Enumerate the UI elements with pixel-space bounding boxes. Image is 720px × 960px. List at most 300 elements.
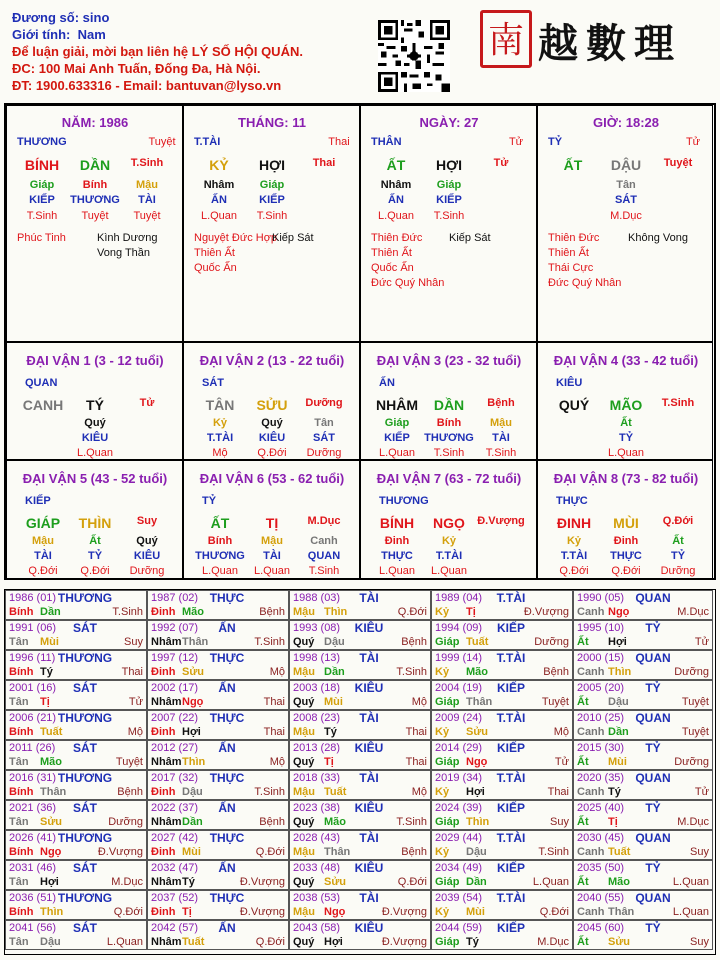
year-cell (431, 680, 573, 710)
year-stem: Canh (577, 666, 605, 678)
hidden-stem: Mậu (32, 535, 54, 547)
year-stem: Đinh (151, 606, 176, 618)
year-cell (289, 890, 431, 920)
year-cell (573, 770, 713, 800)
year-label: 2006 (21) (9, 712, 57, 724)
pillar-branch-stage: T.Sinh (130, 157, 164, 169)
hidden-stage: L.Quan (253, 565, 291, 577)
hidden-ten-god: T.TÀI (560, 550, 588, 562)
year-stem: Tân (9, 936, 29, 948)
year-stem: Quý (293, 696, 315, 708)
star-left: Thiên Đức (371, 232, 423, 244)
year-branch: Thân (324, 846, 351, 858)
year-branch: Ngọ (40, 846, 62, 858)
hidden-stage: Tuyệt (81, 210, 109, 222)
year-branch: Ngọ (182, 696, 204, 708)
year-stage: Mộ (127, 726, 143, 738)
year-label: 2025 (40) (577, 802, 625, 814)
header-info (12, 9, 303, 94)
year-ten-god: SÁT (73, 741, 97, 755)
pillar-branch: HỢI (259, 157, 285, 173)
year-ten-god: ẤN (218, 681, 236, 695)
year-stage: Thai (263, 726, 285, 738)
main-chart-grid (4, 103, 716, 580)
year-stem: Giáp (435, 936, 460, 948)
pillar-stem: ẤT (563, 157, 583, 173)
dai-van-cell (183, 342, 360, 460)
pillar-stem: ẤT (386, 157, 406, 173)
dai-van-title: ĐẠI VẬN 4 (33 - 42 tuổi) (553, 353, 699, 368)
year-stem: Canh (577, 846, 605, 858)
hidden-ten-god: KIẾP (259, 194, 285, 206)
year-ten-god: TÀI (359, 831, 379, 845)
year-stem: Kỷ (435, 666, 450, 678)
year-branch: Mùi (608, 756, 627, 768)
year-stage: T.Sinh (396, 816, 427, 828)
pillar-cell (360, 105, 537, 342)
year-cell (5, 650, 147, 680)
star-left: Nguyệt Đức Hợp (194, 232, 278, 244)
year-label: 1989 (04) (435, 592, 483, 604)
logo-text: 越數理 (538, 20, 682, 67)
hidden-stage: T.Sinh (26, 210, 58, 222)
dai-van-title: ĐẠI VẬN 6 (53 - 62 tuổi) (199, 471, 345, 486)
year-label: 2030 (45) (577, 832, 625, 844)
hidden-stem: Quý (84, 417, 106, 429)
year-ten-god: THỰC (209, 771, 245, 785)
year-stage: Tử (694, 786, 709, 798)
year-cell (573, 920, 713, 950)
owner-value: sino (82, 10, 110, 25)
pillar-ten-god: T.TÀI (194, 136, 221, 148)
hidden-stem: Bính (82, 179, 108, 191)
hidden-stem: Mậu (261, 535, 283, 547)
year-stage: Mộ (411, 786, 427, 798)
hidden-stage: Q.Đới (80, 565, 110, 577)
year-label: 1988 (03) (293, 592, 341, 604)
year-cell (431, 770, 573, 800)
dai-van-branch: NGỌ (433, 515, 465, 531)
hidden-stage: L.Quan (378, 565, 416, 577)
year-label: 2040 (55) (577, 892, 625, 904)
year-cell (573, 830, 713, 860)
year-branch: Dậu (40, 936, 61, 948)
year-label: 1993 (08) (293, 622, 341, 634)
star-left: Phúc Tinh (17, 232, 66, 244)
year-branch: Thìn (466, 816, 490, 828)
dai-van-ten-god: ẤN (379, 377, 395, 389)
year-label: 2020 (35) (577, 772, 625, 784)
dai-van-branch: SỬU (256, 397, 288, 413)
year-branch: Ngọ (324, 906, 346, 918)
year-branch: Hợi (466, 786, 485, 798)
pillar-cell (537, 105, 713, 342)
hidden-stage: T.Sinh (308, 565, 340, 577)
hidden-ten-god: TỶ (87, 550, 103, 562)
star-left: Thiên Ất (194, 247, 235, 259)
star-right: Vong Thần (97, 247, 151, 259)
year-stem: Mậu (293, 726, 315, 738)
year-ten-god: KIÊU (354, 861, 384, 875)
dai-van-cell (6, 460, 183, 580)
year-ten-god: THỰC (209, 831, 245, 845)
year-ten-god: KIẾP (496, 741, 526, 755)
year-ten-god: KIẾP (496, 921, 526, 935)
hidden-stem: Mậu (136, 179, 158, 191)
hidden-stem: Giáp (384, 417, 410, 429)
year-label: 2035 (50) (577, 862, 625, 874)
year-label: 2008 (23) (293, 712, 341, 724)
year-label: 2043 (58) (293, 922, 341, 934)
year-stem: Giáp (435, 876, 460, 888)
star-left: Thiên Đức (548, 232, 600, 244)
year-stage: Thai (121, 666, 143, 678)
year-stage: Tử (554, 756, 569, 768)
star-right: Kình Dương (97, 232, 158, 244)
year-label: 1994 (09) (435, 622, 483, 634)
year-stem: Nhâm (151, 816, 182, 828)
year-stage: Suy (124, 636, 143, 648)
year-cell (147, 620, 289, 650)
year-cell (289, 740, 431, 770)
year-stage: L.Quan (106, 936, 143, 948)
year-branch: Mùi (182, 846, 201, 858)
hidden-stem: Bính (436, 417, 462, 429)
pillar-title: NĂM: 1986 (61, 115, 129, 130)
hidden-ten-god: TỶ (618, 432, 634, 444)
pillar-cell (6, 105, 183, 342)
year-branch: Dần (324, 666, 345, 678)
hidden-stage: Dưỡng (660, 565, 696, 577)
year-ten-god: QUAN (635, 771, 671, 785)
year-cell (5, 890, 147, 920)
year-stage: Q.Đới (255, 846, 285, 858)
hidden-stem: Giáp (436, 179, 462, 191)
year-branch: Thìn (608, 666, 632, 678)
year-stage: M.Dục (677, 816, 709, 828)
year-label: 2014 (29) (435, 742, 483, 754)
year-stem: Tân (9, 696, 29, 708)
year-stem: Mậu (293, 666, 315, 678)
year-stem: Canh (577, 606, 605, 618)
dai-van-stage: Tử (139, 397, 155, 409)
year-stage: Bệnh (259, 816, 285, 828)
year-label: 2000 (15) (577, 652, 625, 664)
hidden-ten-god: THƯƠNG (195, 550, 245, 562)
hidden-stage: L.Quan (200, 210, 238, 222)
year-branch: Mão (324, 816, 346, 828)
hidden-stage: Q.Đới (28, 565, 58, 577)
hidden-ten-god: TỶ (670, 550, 686, 562)
year-cell (289, 650, 431, 680)
star-left: Quốc Ấn (194, 262, 237, 274)
hidden-stage: Q.Đới (611, 565, 641, 577)
year-stage: Thai (405, 756, 427, 768)
dai-van-stage: Q.Đới (662, 515, 694, 527)
year-cell (289, 710, 431, 740)
year-cell (289, 770, 431, 800)
star-right: Không Vong (628, 232, 688, 244)
year-branch: Sửu (324, 876, 347, 888)
year-branch: Mùi (324, 696, 343, 708)
year-branch: Tý (40, 666, 53, 678)
year-ten-god: TỶ (645, 801, 661, 815)
dai-van-ten-god: TỶ (202, 495, 217, 507)
year-branch: Sửu (466, 726, 489, 738)
phone-email-line: ĐT: 1900.633316 - Email: bantuvan@lyso.vn (12, 78, 282, 93)
year-stage: Tuyệt (541, 696, 569, 708)
dai-van-branch: DẦN (433, 397, 465, 413)
star-left: Đức Quý Nhân (548, 277, 622, 289)
year-stem: Đinh (151, 666, 176, 678)
dai-van-title: ĐẠI VẬN 3 (23 - 32 tuổi) (376, 353, 522, 368)
dai-van-branch: MÃO (609, 397, 643, 413)
year-stem: Kỷ (435, 606, 450, 618)
year-ten-god: ẤN (218, 621, 236, 635)
year-cell (147, 710, 289, 740)
hidden-stage: L.Quan (430, 565, 468, 577)
dai-van-stem: ĐINH (556, 515, 592, 531)
hidden-ten-god: KIÊU (258, 432, 286, 444)
year-stage: Bệnh (543, 666, 569, 678)
year-label: 2041 (56) (9, 922, 57, 934)
year-stem: Ất (577, 936, 589, 948)
dai-van-title: ĐẠI VẬN 5 (43 - 52 tuổi) (22, 471, 168, 486)
year-ten-god: QUAN (635, 651, 671, 665)
star-left: Đức Quý Nhân (371, 277, 445, 289)
year-stem: Quý (293, 936, 315, 948)
year-stem: Mậu (293, 606, 315, 618)
year-branch: Tý (182, 876, 195, 888)
year-cell (5, 920, 147, 950)
year-branch: Tuất (324, 786, 347, 798)
hidden-stage: L.Quan (201, 565, 239, 577)
year-stem: Tân (9, 876, 29, 888)
year-ten-god: THƯƠNG (57, 771, 113, 785)
year-label: 2037 (52) (151, 892, 199, 904)
year-branch: Tuất (466, 636, 489, 648)
year-branch: Dậu (182, 786, 203, 798)
year-cell (573, 740, 713, 770)
year-stage: Bệnh (117, 786, 143, 798)
year-ten-god: KIÊU (354, 621, 384, 635)
year-stage: Q.Đới (255, 936, 285, 948)
address-line: ĐC: 100 Mai Anh Tuấn, Đống Đa, Hà Nội. (12, 61, 261, 76)
year-branch: Tị (182, 906, 192, 918)
year-stem: Nhâm (151, 756, 182, 768)
year-ten-god: THƯƠNG (57, 711, 113, 725)
year-stage: Thai (405, 726, 427, 738)
year-branch: Tý (324, 726, 337, 738)
year-label: 2010 (25) (577, 712, 625, 724)
year-cell (573, 860, 713, 890)
year-stem: Đinh (151, 906, 176, 918)
year-label: 2028 (43) (293, 832, 341, 844)
hidden-ten-god: ẤN (211, 194, 227, 206)
hidden-ten-god: QUAN (307, 550, 341, 562)
pillar-stem: KỶ (209, 157, 229, 173)
year-label: 1996 (11) (9, 652, 56, 664)
year-ten-god: THỰC (209, 711, 245, 725)
year-label: 1986 (01) (9, 592, 57, 604)
pillar-stage: Thai (328, 136, 350, 148)
hidden-ten-god: THƯƠNG (70, 194, 120, 206)
year-stem: Quý (293, 636, 315, 648)
year-branch: Ngọ (608, 606, 630, 618)
year-label: 2036 (51) (9, 892, 57, 904)
dai-van-branch: TÝ (86, 397, 104, 413)
year-cell (5, 680, 147, 710)
year-stage: T.Sinh (112, 606, 143, 618)
year-ten-god: KIẾP (496, 681, 526, 695)
year-branch: Mão (40, 756, 62, 768)
year-ten-god: TỶ (645, 681, 661, 695)
dai-van-stage: M.Dục (307, 515, 341, 527)
year-ten-god: T.TÀI (496, 831, 526, 845)
year-branch: Tị (466, 606, 476, 618)
year-label: 1995 (10) (577, 622, 625, 634)
pillar-branch: DẬU (610, 157, 642, 173)
year-stage: Suy (690, 936, 709, 948)
year-ten-god: SÁT (73, 681, 97, 695)
hidden-stem: Giáp (29, 179, 55, 191)
year-ten-god: QUAN (635, 711, 671, 725)
year-stage: Mộ (411, 696, 427, 708)
dai-van-stage: Dưỡng (305, 397, 343, 409)
year-branch: Tý (608, 786, 621, 798)
year-ten-god: THƯƠNG (57, 831, 113, 845)
year-label: 2021 (36) (9, 802, 57, 814)
year-stem: Ất (577, 876, 589, 888)
dai-van-cell (537, 342, 713, 460)
year-branch: Mão (466, 666, 488, 678)
year-ten-god: ẤN (218, 861, 236, 875)
year-stem: Bính (9, 906, 34, 918)
year-label: 2009 (24) (435, 712, 483, 724)
year-label: 2003 (18) (293, 682, 341, 694)
year-stage: Bệnh (401, 636, 427, 648)
year-label: 1992 (07) (151, 622, 199, 634)
dai-van-ten-god: QUAN (25, 377, 58, 389)
year-branch: Tuất (182, 936, 205, 948)
pillar-title: THÁNG: 11 (238, 115, 306, 130)
year-stage: T.Sinh (254, 786, 285, 798)
year-stage: Đ.Vượng (381, 936, 427, 948)
year-ten-god: SÁT (73, 861, 97, 875)
year-branch: Dậu (466, 846, 487, 858)
dai-van-stage: Đ.Vượng (477, 515, 525, 527)
year-stage: Thai (547, 786, 569, 798)
year-label: 2015 (30) (577, 742, 625, 754)
year-stem: Quý (293, 756, 315, 768)
year-stage: Đ.Vượng (523, 606, 569, 618)
year-stage: Bệnh (259, 606, 285, 618)
logo-seal: 南 (480, 10, 532, 68)
year-stem: Ất (577, 756, 589, 768)
hidden-ten-god: TÀI (492, 432, 510, 444)
hidden-stem: Giáp (259, 179, 285, 191)
year-stage: T.Sinh (254, 636, 285, 648)
dai-van-stage: Bệnh (487, 397, 515, 409)
year-stage: Mộ (269, 756, 285, 768)
year-cell (289, 860, 431, 890)
year-ten-god: KIÊU (354, 741, 384, 755)
year-ten-god: ẤN (218, 921, 236, 935)
year-cell (573, 620, 713, 650)
year-cell (5, 740, 147, 770)
dai-van-ten-god: SÁT (202, 377, 224, 389)
year-ten-god: THƯƠNG (57, 651, 113, 665)
hidden-ten-god: KIÊU (133, 550, 161, 562)
star-left: Thiên Ất (548, 247, 589, 259)
year-stem: Tân (9, 756, 29, 768)
year-label: 1999 (14) (435, 652, 483, 664)
star-right: Kiếp Sát (449, 232, 491, 244)
year-branch: Tuất (608, 846, 631, 858)
year-label: 1997 (12) (151, 652, 199, 664)
dai-van-cell (537, 460, 713, 580)
year-stem: Bính (9, 666, 34, 678)
year-branch: Sửu (182, 666, 205, 678)
year-ten-god: TÀI (359, 771, 379, 785)
year-stage: Mộ (269, 666, 285, 678)
year-cell (147, 740, 289, 770)
year-stem: Nhâm (151, 636, 182, 648)
year-ten-god: QUAN (635, 591, 671, 605)
year-stage: Đ.Vượng (381, 906, 427, 918)
hidden-stage: L.Quan (607, 447, 645, 459)
year-ten-god: TÀI (359, 591, 379, 605)
owner-label: Đương số: (12, 10, 80, 25)
hidden-stage: L.Quan (76, 447, 114, 459)
year-label: 2002 (17) (151, 682, 199, 694)
year-cell (5, 860, 147, 890)
year-cell (573, 800, 713, 830)
hidden-stage: T.Sinh (256, 210, 288, 222)
year-ten-god: KIÊU (354, 921, 384, 935)
year-ten-god: THỰC (209, 891, 245, 905)
year-stage: Q.Đới (113, 906, 143, 918)
year-branch: Mùi (466, 906, 485, 918)
qr-code-icon (378, 20, 450, 92)
year-stem: Giáp (435, 816, 460, 828)
year-label: 2016 (31) (9, 772, 57, 784)
year-label: 2017 (32) (151, 772, 199, 784)
year-branch: Mão (182, 606, 204, 618)
star-left: Thiên Ất (371, 247, 412, 259)
year-ten-god: TỶ (645, 741, 661, 755)
year-branch: Hợi (182, 726, 201, 738)
pillar-stem: BÍNH (24, 157, 60, 173)
year-ten-god: TỶ (645, 621, 661, 635)
year-branch: Dậu (608, 696, 629, 708)
year-ten-god: SÁT (73, 801, 97, 815)
year-stem: Canh (577, 726, 605, 738)
hidden-stem: Đinh (384, 535, 410, 547)
logo (480, 10, 715, 70)
year-ten-god: QUAN (635, 831, 671, 845)
year-label: 2022 (37) (151, 802, 199, 814)
gender-value: Nam (77, 27, 106, 42)
year-ten-god: T.TÀI (496, 651, 526, 665)
dai-van-branch: TỊ (265, 515, 279, 531)
year-cell (147, 800, 289, 830)
year-stem: Canh (577, 906, 605, 918)
contact-line: Để luận giải, mời bạn liên hệ LÝ SỐ HỘI QUÁN. (12, 44, 303, 59)
year-stem: Ất (577, 696, 589, 708)
year-label: 2033 (48) (293, 862, 341, 874)
pillar-branch-stage: Tuyệt (663, 157, 693, 169)
